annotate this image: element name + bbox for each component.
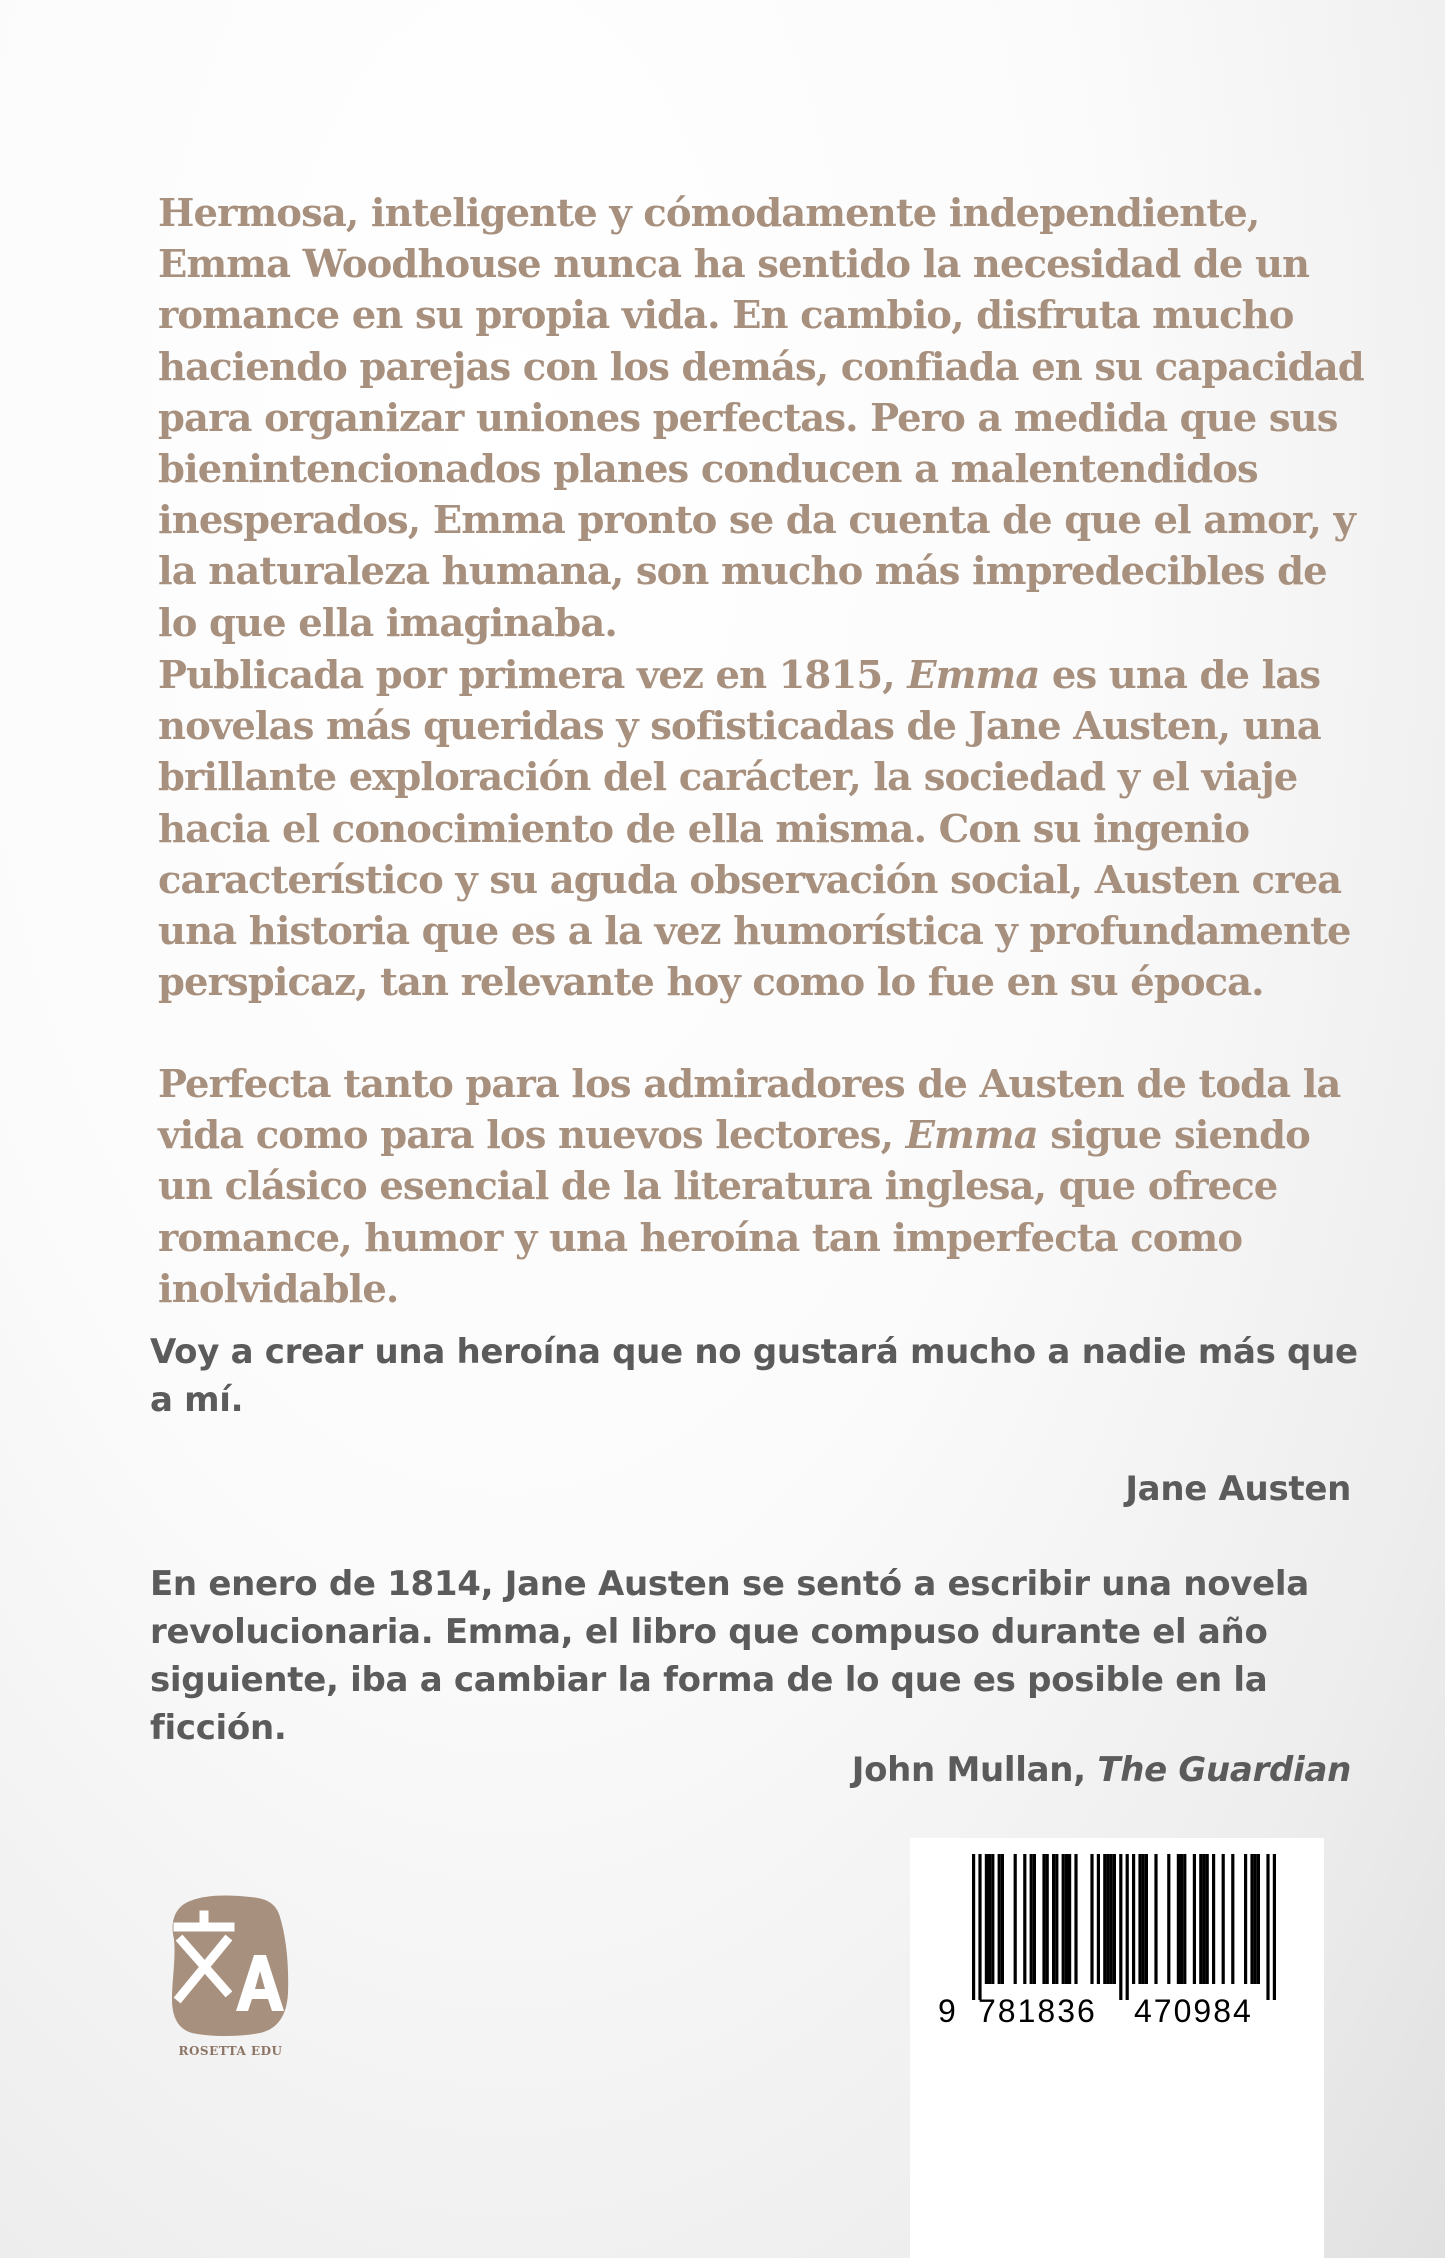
barcode-bar xyxy=(1167,1854,1170,1984)
barcode-bar xyxy=(1231,1854,1234,1984)
blurb-paragraph-1: Hermosa, inteligente y cómodamente independiente, Emma Woodhouse nunca ha sentido la necesidad de un romance en su propia vida. En cambio, disfruta mucho haciendo parejas con los demás, confiada en su capacidad para organizar uniones perfectas. Pero a medida que sus bienintencionados planes conducen a malentendidos inesperados, Emma pronto se da cuenta de que el amor, y la naturaleza humana, son mucho más impredecibles de lo que ella imaginaba. xyxy=(158,191,1364,646)
barcode-bar xyxy=(978,1854,981,2000)
barcode-bar xyxy=(1142,1854,1145,1984)
quote-2-attribution xyxy=(852,1746,1351,1794)
barcode-bar xyxy=(1023,1854,1026,1984)
barcode-bar xyxy=(1183,1854,1186,1984)
barcode-bar xyxy=(1177,1854,1180,1984)
book-title: Emma xyxy=(907,653,1040,698)
barcode-bar xyxy=(1206,1854,1209,1984)
barcode-bar xyxy=(991,1854,994,1984)
barcode-bar xyxy=(1250,1854,1253,1984)
isbn-group-2: 470984 xyxy=(1134,1993,1253,2028)
barcode-bar xyxy=(1132,1854,1135,1984)
barcode-bar xyxy=(1113,1854,1116,1984)
barcode-bar xyxy=(1180,1854,1183,1984)
quote-1-author: Jane Austen xyxy=(1125,1469,1351,1509)
barcode-bar xyxy=(1042,1854,1045,1984)
barcode-bar xyxy=(1199,1854,1202,1984)
barcode-bar xyxy=(1065,1854,1068,1984)
barcode-bar xyxy=(1266,1854,1269,2000)
barcode-bar xyxy=(1046,1854,1049,1984)
isbn-barcode xyxy=(910,1838,1324,2258)
isbn-group-1: 781836 xyxy=(978,1993,1097,2028)
barcode-bar xyxy=(1033,1854,1036,1984)
barcode-bar xyxy=(1212,1854,1215,1984)
barcode-bar xyxy=(1119,1854,1122,2000)
barcode-bar xyxy=(1068,1854,1071,1984)
quote-1-text: Voy a crear una heroína que no gustará mucho a nadie más que a mí. xyxy=(150,1332,1358,1420)
barcode-bar xyxy=(988,1854,991,1984)
barcode-graphic xyxy=(920,1848,1314,2028)
blurb-p3-after: sigue siendo un clásico esencial de la literatura inglesa, que ofrece romance, humor y una heroína tan imperfecta como inolvidable. xyxy=(158,1113,1310,1312)
blurb-p2-before: Publicada por primera vez en 1815, xyxy=(158,653,908,698)
barcode-bar xyxy=(1074,1854,1077,1984)
barcode-bar xyxy=(1257,1854,1260,1984)
barcode-bar xyxy=(1030,1854,1033,1984)
publisher-logo-icon xyxy=(168,1893,293,2056)
barcode-bar xyxy=(1014,1854,1017,1984)
barcode-bar xyxy=(972,1854,975,2000)
barcode-bar xyxy=(1103,1854,1106,1984)
barcode-bar xyxy=(1273,1854,1276,2000)
quote-2-author: John Mullan, xyxy=(851,1750,1098,1790)
barcode-bar xyxy=(1097,1854,1100,1984)
barcode-bar xyxy=(1055,1854,1058,1984)
blurb-paragraph-3 xyxy=(158,1059,1373,1315)
barcode-bar xyxy=(1193,1854,1196,1984)
barcode-bar xyxy=(985,1854,988,1984)
barcode-bar xyxy=(1052,1854,1055,1984)
barcode-bar xyxy=(1126,1854,1129,2000)
barcode-bar xyxy=(1154,1854,1157,1984)
blurb-p3-before: Perfecta tanto para los admiradores de Austen de toda la vida como para los nuevos lectores, xyxy=(158,1062,1341,1159)
blurb-p2-after: es una de las novelas más queridas y sofisticadas de Jane Austen, una brillante exploración del carácter, la sociedad y el viaje hacia el conocimiento de ella misma. Con su ingenio característico y su aguda observación social, Austen crea una historia que es a la vez humorística y profundamente perspicaz, tan relevante hoy como lo fue en su época. xyxy=(158,653,1351,1006)
barcode-bar xyxy=(1062,1854,1065,1984)
blurb-paragraph-2 xyxy=(158,650,1373,1008)
isbn-first-digit: 9 xyxy=(938,1993,956,2028)
barcode-bar xyxy=(1106,1854,1109,1984)
barcode-bar xyxy=(998,1854,1001,1984)
barcode-bar xyxy=(1222,1854,1225,1984)
barcode-bar xyxy=(1254,1854,1257,1984)
barcode-bar xyxy=(1202,1854,1205,1984)
book-title: Emma xyxy=(905,1113,1038,1159)
barcode-bar xyxy=(1138,1854,1141,1984)
barcode-bar xyxy=(1110,1854,1113,1984)
barcode-bar xyxy=(1145,1854,1148,1984)
barcode-bar xyxy=(1244,1854,1247,1984)
quote-2-text: En enero de 1814, Jane Austen se sentó a escribir una novela revolucionaria. Emma, el libro que compuso durante el año siguiente, iba a cambiar la forma de lo que es posible en la ficción. xyxy=(150,1564,1309,1748)
publisher-name: ROSETTA EDU xyxy=(178,2044,283,2058)
quote-2-source: The Guardian xyxy=(1097,1750,1351,1790)
barcode-bar xyxy=(1090,1854,1093,1984)
barcode-bar xyxy=(1001,1854,1004,1984)
